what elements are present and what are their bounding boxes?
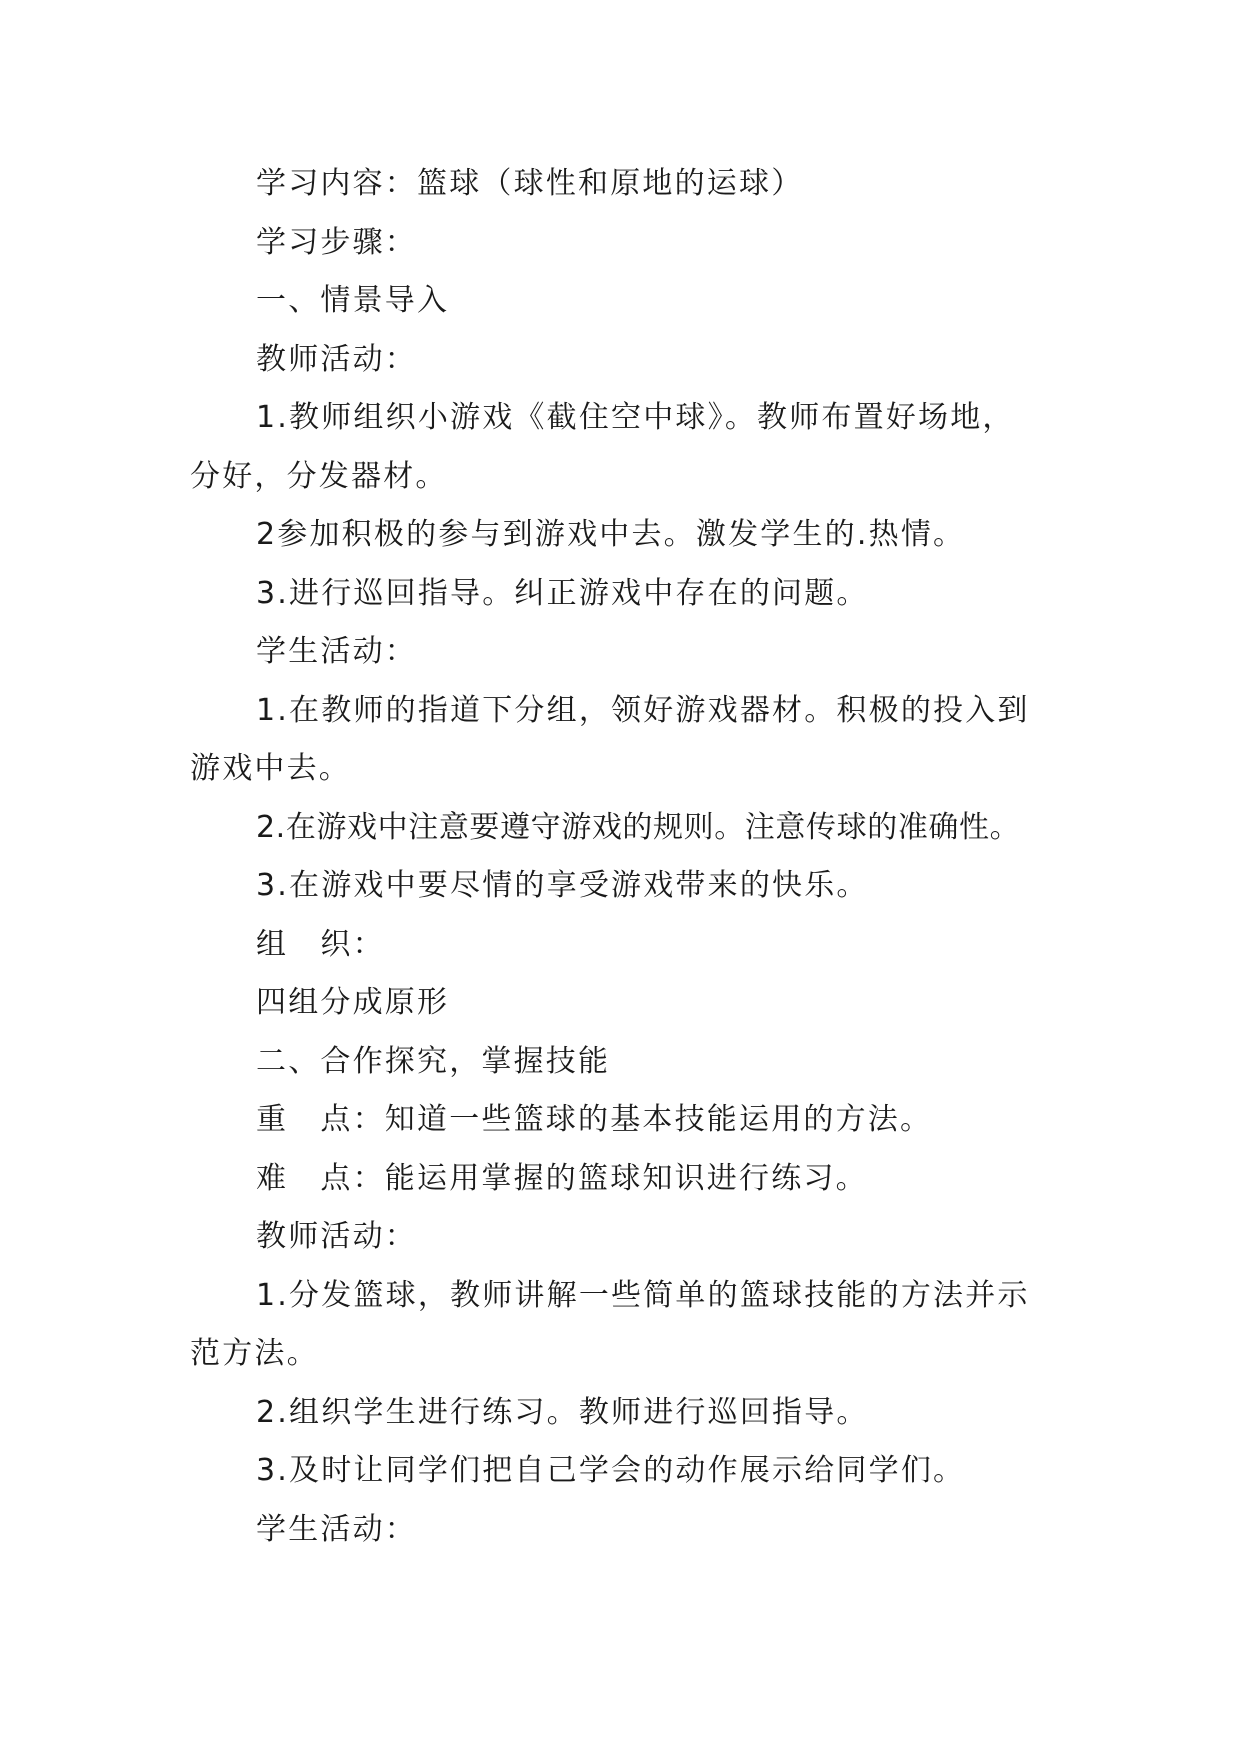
paragraph-line: 学习内容：篮球（球性和原地的运球） xyxy=(256,166,804,201)
paragraph-line: 二、合作探究，掌握技能 xyxy=(256,1043,611,1079)
paragraph-line: 3.进行巡回指导。纠正游戏中存在的问题。 xyxy=(256,575,869,611)
paragraph-line: 学习步骤： xyxy=(256,224,417,260)
paragraph-line: 1.分发篮球，教师讲解一些简单的篮球技能的方法并示 xyxy=(256,1277,1030,1313)
paragraph-line: 3.在游戏中要尽情的享受游戏带来的快乐。 xyxy=(256,868,869,903)
paragraph-line: 一、情景导入 xyxy=(256,283,450,318)
paragraph-line: 1.在教师的指道下分组，领好游戏器材。积极的投入到 xyxy=(256,692,1030,728)
paragraph-line: 游戏中去。 xyxy=(190,751,351,786)
paragraph-line: 3.及时让同学们把自己学会的动作展示给同学们。 xyxy=(256,1453,966,1488)
paragraph-line: 难 点：能运用掌握的篮球知识进行练习。 xyxy=(256,1160,868,1196)
paragraph-line: 2.在游戏中注意要遵守游戏的规则。注意传球的准确性。 xyxy=(256,809,1021,845)
document-body xyxy=(190,155,1070,1559)
paragraph-line: 2.组织学生进行练习。教师进行巡回指导。 xyxy=(256,1394,869,1430)
paragraph-line: 教师活动： xyxy=(256,1219,417,1254)
paragraph-line: 重 点：知道一些篮球的基本技能运用的方法。 xyxy=(256,1102,933,1137)
paragraph-line: 教师活动： xyxy=(256,341,417,377)
paragraph-line: 1.教师组织小游戏《截住空中球》。教师布置好场地， xyxy=(256,400,1015,435)
paragraph-line: 范方法。 xyxy=(190,1336,319,1371)
paragraph-line: 分好，分发器材。 xyxy=(190,458,448,494)
paragraph-line: 学生活动： xyxy=(256,634,417,669)
paragraph-line: 四组分成原形 xyxy=(256,985,450,1020)
paragraph-line: 学生活动： xyxy=(256,1511,417,1547)
paragraph-line: 2参加积极的参与到游戏中去。激发学生的.热情。 xyxy=(256,517,966,552)
paragraph-line: 组 织： xyxy=(256,926,385,962)
